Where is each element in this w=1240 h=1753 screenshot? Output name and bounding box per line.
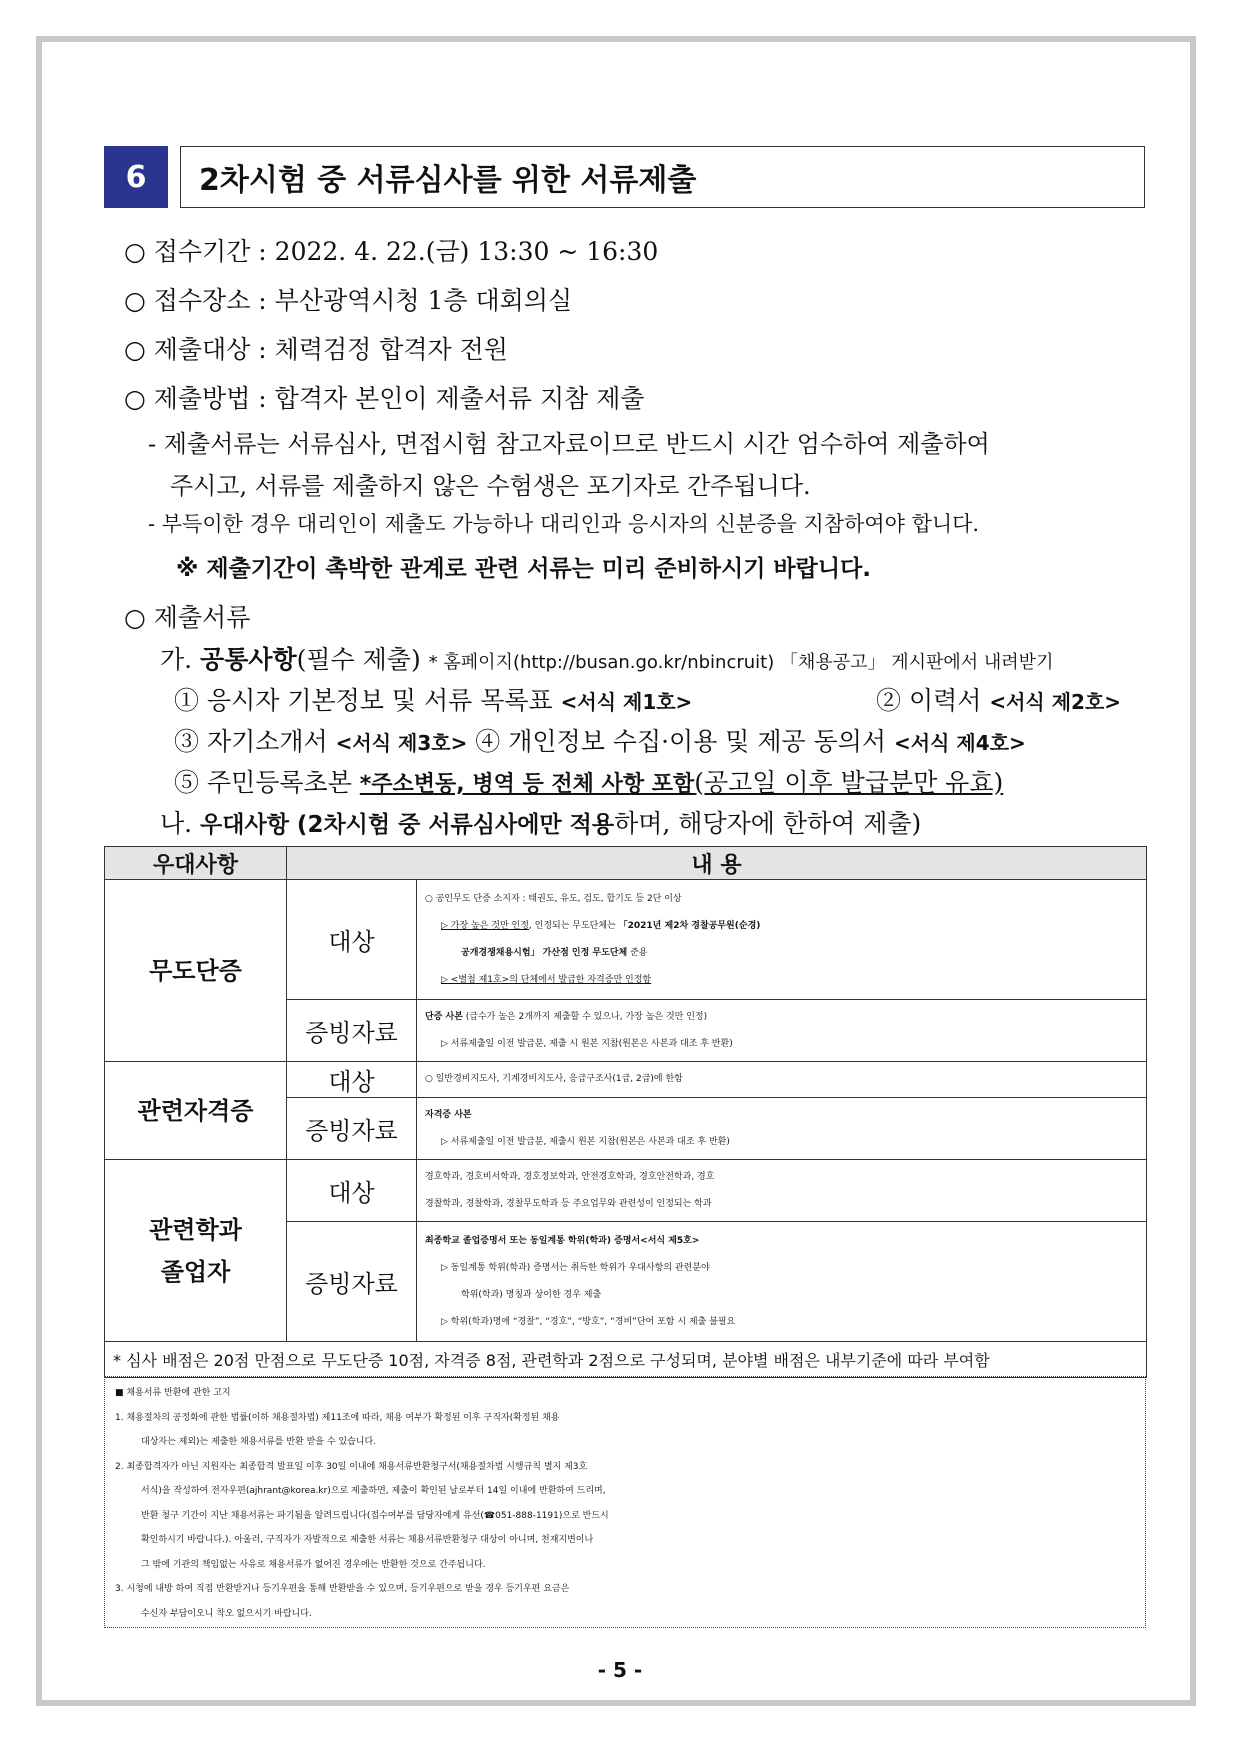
common-doc-5: ⑤ 주민등록초본 *주소변동, 병역 등 전체 사항 포함(공고일 이후 발급분만 유효) [174, 768, 1004, 797]
common-doc-2: ② 이력서 <서식 제2호> [876, 686, 1122, 715]
item-target: ○ 제출대상 : 체력검정 합격자 전원 [124, 335, 508, 364]
item-method: ○ 제출방법 : 합격자 본인이 제출서류 지참 제출 [124, 384, 645, 413]
common-doc-1: ① 응시자 기본정보 및 서류 목록표 <서식 제1호> [174, 686, 693, 715]
item-period: ○ 접수기간 : 2022. 4. 22.(금) 13:30 ~ 16:30 [124, 237, 659, 266]
preferential-heading: 나. 우대사항 (2차시험 중 서류심사에만 적용하며, 해당자에 한하여 제출) [160, 809, 922, 838]
category-license: 관련자격증 [105, 1062, 287, 1160]
graduate-target-label: 대상 [287, 1160, 417, 1222]
notice-item-3: 3. 시청에 내방 하여 직접 반환받거나 등기우편을 통해 반환받을 수 있으며, 등기우편으로 받을 경우 등기우편 요금은 [115, 1584, 570, 1594]
method-detail-1b: 주시고, 서류를 제출하지 않은 수험생은 포기자로 간주됩니다. [170, 472, 811, 500]
header-category: 우대사항 [105, 847, 287, 880]
method-detail-2: - 부득이한 경우 대리인이 제출도 가능하나 대리인과 응시자의 신분증을 지참하여야 합니다. [148, 512, 980, 536]
common-doc-3-4: ③ 자기소개서 <서식 제3호> ④ 개인정보 수집·이용 및 제공 동의서 <서식 제4호> [174, 727, 1026, 756]
martial-target-label: 대상 [287, 880, 417, 1000]
common-heading: 가. 공통사항(필수 제출) * 홈페이지(http://busan.go.kr/nbincruit) 「채용공고」 게시판에서 내려받기 [160, 645, 1054, 674]
header-content: 내 용 [287, 847, 1147, 880]
martial-target-content: ○ 공인무도 단증 소지자 : 태권도, 유도, 검도, 합기도 등 2단 이상 ▷ 가장 높은 것만 인정, 인정되는 무도단체는 「2021년 제2차 경찰공무원(순경) 공개경쟁채용시험」 가산점 인정 무도단체 준용 ▷ <별첨 제1호>의 단체에서 발급한 자격증만 인정함 [417, 880, 1147, 1000]
martial-proof-content: 단증 사본 (급수가 높은 2개까지 제출할 수 있으나, 가장 높은 것만 인정) ▷ 서류제출일 이전 발급분, 제출 시 원본 지참(원본은 사본과 대조 후 반환) [417, 1000, 1147, 1062]
graduate-proof-content: 최종학교 졸업증명서 또는 동일계통 학위(학과) 증명서<서식 제5호> ▷ 동일계통 학위(학과) 증명서는 취득한 학위가 우대사항의 관련분야 학위(학과) 명칭과 상이한 경우 제출 ▷ 학위(학과)명에 “경찰”, “경호”, “방호”, “경비”단어 포함 시 제출 불필요 [417, 1222, 1147, 1342]
document-return-notice [104, 1376, 1146, 1628]
martial-proof-label: 증빙자료 [287, 1000, 417, 1062]
license-target-content: ○ 일반경비지도사, 기계경비지도사, 응급구조사(1급, 2급)에 한함 [417, 1062, 1147, 1098]
notice-item-2-cont-4: 그 밖에 기관의 책임없는 사유로 채용서류가 없어진 경우에는 반환한 것으로 간주됩니다. [141, 1559, 486, 1570]
item-place: ○ 접수장소 : 부산광역시청 1층 대회의실 [124, 286, 573, 315]
category-martial: 무도단증 [105, 880, 287, 1062]
notice-title: ■ 채용서류 반환에 관한 고지 [115, 1388, 231, 1398]
category-graduate: 관련학과 졸업자 [105, 1160, 287, 1342]
license-proof-content: 자격증 사본 ▷ 서류제출일 이전 발급분, 제출시 원본 지참(원본은 사본과 대조 후 반환) [417, 1098, 1147, 1160]
item-docs: ○ 제출서류 [124, 603, 251, 632]
page-number: - 5 - [597, 1658, 643, 1682]
method-note: ※ 제출기간이 촉박한 관계로 관련 서류는 미리 준비하시기 바랍니다. [176, 556, 872, 582]
notice-item-2-cont-2: 반환 청구 기간이 지난 채용서류는 파기됨을 알려드립니다(접수여부를 담당자에게 유선(☎051-888-1191)으로 반드시 [141, 1510, 609, 1521]
license-target-label: 대상 [287, 1062, 417, 1098]
graduate-proof-label: 증빙자료 [287, 1222, 417, 1342]
notice-item-1: 1. 채용절차의 공정화에 관한 법률(이하 채용절차법) 제11조에 따라, 채용 여부가 확정된 이후 구직자(확정된 채용 [115, 1412, 560, 1423]
notice-item-2: 2. 최종합격자가 아닌 지원자는 최종합격 발표일 이후 30일 이내에 채용서류반환청구서(채용절차법 시행규칙 별지 제3호 [115, 1461, 588, 1472]
table-footnote: * 심사 배점은 20점 만점으로 무도단증 10점, 자격증 8점, 관련학과 2점으로 구성되며, 분야별 배점은 내부기준에 따라 부여함 [105, 1342, 1147, 1378]
section-number-badge: 6 [104, 146, 168, 208]
graduate-target-content: 경호학과, 경호비서학과, 경호정보학과, 안전경호학과, 경호안전학과, 경호 경찰학과, 경찰학과, 경찰무도학과 등 주요업무와 관련성이 인정되는 학과 [417, 1160, 1147, 1222]
notice-item-3-cont: 수신자 부담이오니 착오 없으시기 바랍니다. [141, 1608, 312, 1619]
section-title: 2차시험 중 서류심사를 위한 서류제출 [180, 146, 1145, 208]
preferential-table [104, 846, 1147, 1378]
license-proof-label: 증빙자료 [287, 1098, 417, 1160]
notice-item-1-cont: 대상자는 제외)는 제출한 채용서류를 반환 받을 수 있습니다. [141, 1437, 377, 1447]
notice-item-2-cont-1: 서식)을 작성하여 전자우편(ajhrant@korea.kr)으로 제출하면, 제출이 확인된 날로부터 14일 이내에 반환하여 드리며, [141, 1486, 606, 1496]
method-detail-1a: - 제출서류는 서류심사, 면접시험 참고자료이므로 반드시 시간 엄수하여 제출하여 [148, 430, 990, 458]
notice-item-2-cont-3: 확인하시기 바랍니다.). 아울러, 구직자가 자발적으로 제출한 서류는 채용서류반환청구 대상이 아니며, 천재지변이나 [141, 1535, 594, 1545]
